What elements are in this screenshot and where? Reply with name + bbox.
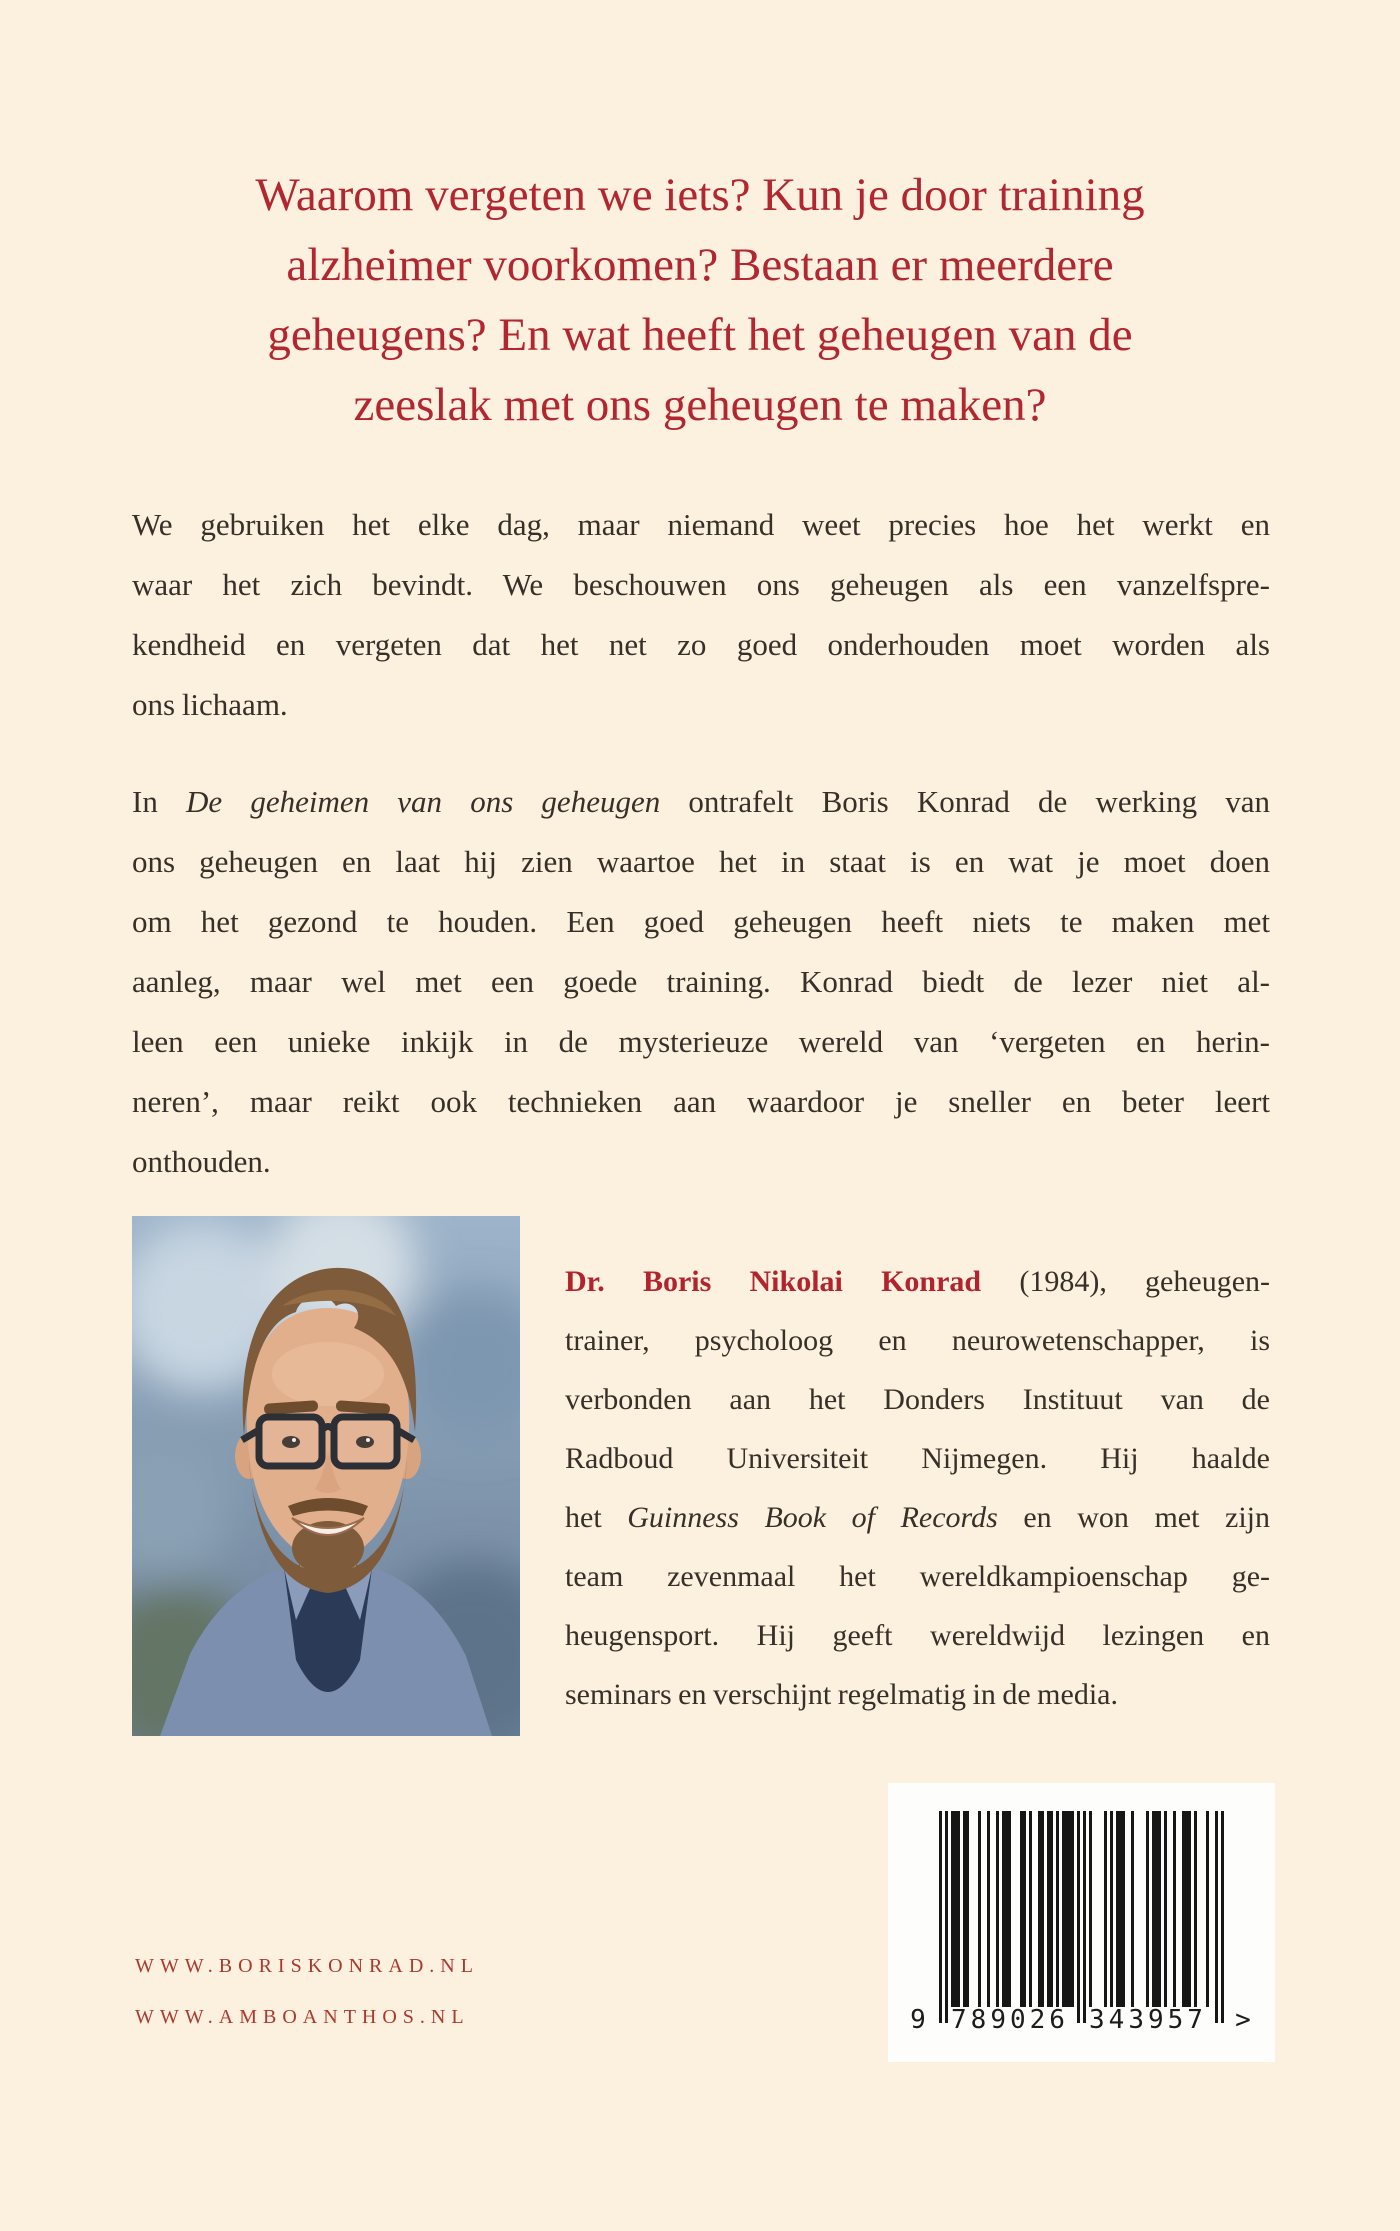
- line-text: en won met zijn: [997, 1501, 1270, 1534]
- paragraph-line: aanleg, maar wel met een goede training. Konrad biedt de lezer niet al-: [132, 964, 1270, 999]
- paragraph-line: onthouden.: [132, 1144, 271, 1179]
- barcode-bar: [987, 1811, 990, 2007]
- barcode-bar: [978, 1811, 981, 2007]
- barcode-bar: [1056, 1811, 1059, 2007]
- barcode-bar: [1077, 1811, 1080, 2023]
- barcode-bar: [996, 1811, 999, 2007]
- bio-line: trainer, psycholoog en neurowetenschapper, is: [565, 1324, 1270, 1357]
- headline: [0, 160, 1400, 440]
- barcode-bar: [1215, 1811, 1218, 2023]
- bio-line: verbonden aan het Donders Instituut van de: [565, 1383, 1270, 1416]
- bio-line: heugensport. Hij geeft wereldwijd lezingen en: [565, 1619, 1270, 1652]
- barcode-bar: [945, 1811, 948, 2023]
- bio-line: [565, 1488, 1270, 1547]
- isbn-digit-first: 9: [910, 2005, 926, 2035]
- barcode-bar: [966, 1811, 969, 2007]
- guinness-title-italic: Guinness Book of Records: [627, 1501, 998, 1534]
- barcode-bar: [1008, 1811, 1011, 2007]
- paragraph-line: waar het zich bevindt. We beschouwen ons geheugen als een vanzelfspre-: [132, 567, 1270, 602]
- headline-line: alzheimer voorkomen? Bestaan er meerdere: [286, 239, 1114, 291]
- barcode-bar: [1089, 1811, 1092, 2007]
- headline-line: geheugens? En wat heeft het geheugen van de: [267, 309, 1133, 361]
- isbn-digit-group: 789026: [951, 2005, 1069, 2035]
- paragraph-line: kendheid en vergeten dat het net zo goed onderhouden moet worden als: [132, 627, 1270, 662]
- body-paragraph: [132, 772, 1270, 1192]
- barcode-bar: [1083, 1811, 1086, 2023]
- author-portrait-photo: [132, 1216, 520, 1736]
- barcode-panel: [888, 1783, 1275, 2062]
- barcode-bar: [1188, 1811, 1191, 2007]
- barcode-arrow: >: [1235, 2005, 1251, 2035]
- barcode-bar: [1071, 1811, 1074, 2007]
- paragraph-line: We gebruiken het elke dag, maar niemand weet precies hoe het werkt en: [132, 507, 1270, 542]
- barcode-bar: [1221, 1811, 1224, 2023]
- line-text: ontrafelt Boris Konrad de werking van: [660, 784, 1270, 819]
- book-title-italic: De geheimen van ons geheugen: [186, 784, 661, 819]
- paragraph-line: [132, 772, 1270, 832]
- bio-line: Radboud Universiteit Nijmegen. Hij haalde: [565, 1442, 1270, 1475]
- paragraph-line: leen een unieke inkijk in de mysterieuze wereld van ‘vergeten en herin-: [132, 1024, 1270, 1059]
- barcode-bar: [939, 1811, 942, 2023]
- barcode-bar: [1206, 1811, 1209, 2007]
- publisher-url-boriskonrad: WWW.BORISKONRAD.NL: [135, 1955, 479, 1977]
- headline-line: Waarom vergeten we iets? Kun je door training: [255, 169, 1145, 221]
- barcode-bar: [1023, 1811, 1026, 2007]
- paragraph-line: om het gezond te houden. Een goed geheugen heeft niets te maken met: [132, 904, 1270, 939]
- author-bio: [565, 1252, 1270, 1724]
- intro-paragraph: [132, 495, 1270, 735]
- line-text: (1984), geheugen-: [981, 1265, 1270, 1298]
- bio-line: team zevenmaal het wereldkampioenschap ge-: [565, 1560, 1270, 1593]
- author-name: Dr. Boris Nikolai Konrad: [565, 1265, 982, 1298]
- barcode-bar: [1164, 1811, 1167, 2007]
- barcode-bar: [1110, 1811, 1113, 2007]
- barcode-bar: [1131, 1811, 1134, 2007]
- isbn-digit-group: 343957: [1089, 2005, 1207, 2035]
- publisher-url-amboanthos: WWW.AMBOANTHOS.NL: [135, 2006, 470, 2028]
- barcode-bar: [1146, 1811, 1149, 2007]
- barcode-bar: [1173, 1811, 1176, 2007]
- barcode-bar: [1158, 1811, 1161, 2007]
- paragraph-line: neren’, maar reikt ook technieken aan waardoor je sneller en beter leert: [132, 1084, 1270, 1119]
- bio-line: seminars en verschijnt regelmatig in de media.: [565, 1678, 1118, 1711]
- headline-line: zeeslak met ons geheugen te maken?: [353, 379, 1047, 431]
- portrait-illustration: [132, 1216, 520, 1736]
- barcode-bar: [1029, 1811, 1032, 2007]
- barcode-bar: [957, 1811, 960, 2007]
- barcode-bar: [1104, 1811, 1107, 2007]
- paragraph-line: ons geheugen en laat hij zien waartoe het in staat is en wat je moet doen: [132, 844, 1270, 879]
- bio-line: [565, 1252, 1270, 1311]
- paragraph-line: ons lichaam.: [132, 687, 288, 722]
- barcode-bar: [1194, 1811, 1197, 2007]
- barcode-bar: [1122, 1811, 1125, 2007]
- barcode-bar: [1041, 1811, 1044, 2007]
- ean13-barcode: [939, 1811, 1224, 2023]
- barcode-bar: [1050, 1811, 1053, 2007]
- line-text: het: [565, 1501, 628, 1534]
- barcode-digits: [888, 2005, 1275, 2045]
- line-text: In: [132, 784, 186, 819]
